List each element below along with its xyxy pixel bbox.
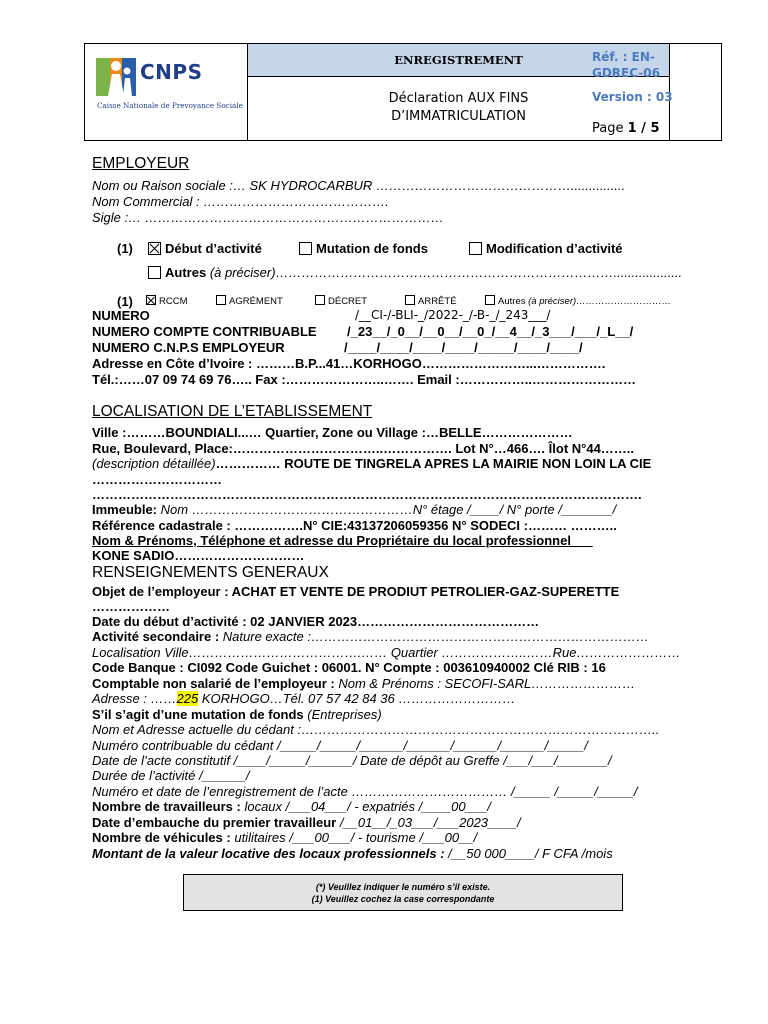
- title-line-1: Déclaration AUX FINS: [388, 91, 529, 106]
- ref-line-2: GDREC-06: [592, 66, 661, 80]
- reference: [592, 49, 660, 81]
- autres-option[interactable]: [148, 265, 682, 280]
- comptable-field[interactable]: [92, 676, 635, 691]
- autres-label: Autres: [165, 265, 207, 280]
- vehicules-field[interactable]: [92, 830, 477, 845]
- comptable-label: Comptable non salarié de l’employeur :: [92, 676, 335, 691]
- rccm-label: RCCM: [159, 296, 188, 307]
- proprietaire-field[interactable]: KONE SADIO…………………………: [92, 548, 305, 563]
- date-acte-field[interactable]: Date de l’acte constitutif /____/_____/______/ Date de dépôt au Greffe /___/___/_______/: [92, 753, 612, 768]
- checkbox-icon[interactable]: [485, 295, 495, 305]
- checkbox-icon[interactable]: [299, 242, 312, 255]
- coordonnees-bancaires-field[interactable]: Code Banque : CI092 Code Guichet : 06001. N° Compte : 003610940002 Clé RIB : 16: [92, 660, 606, 675]
- highlighted-code: 225: [176, 691, 199, 706]
- debut-activite-label: Début d’activité: [165, 241, 262, 256]
- autres2-preciser: (à préciser)…………………………: [528, 296, 672, 307]
- valeur-locative-label: Montant de la valeur locative des locaux professionnels :: [92, 846, 445, 861]
- compte-contribuable-label: NUMERO COMPTE CONTRIBUABLE: [92, 324, 317, 339]
- renseignements-heading: RENSEIGNEMENTS GENERAUX: [92, 564, 329, 581]
- nom-commercial-field[interactable]: Nom Commercial : …………………………………….: [92, 194, 389, 209]
- mutation-fonds-label: Mutation de fonds: [316, 241, 428, 256]
- page-number: [592, 121, 660, 136]
- header-category: ENREGISTREMENT: [248, 44, 669, 77]
- objet-field-continued: ………………: [92, 599, 170, 614]
- footnote-line-1: (*) Veuillez indiquer le numéro s’il existe.: [315, 882, 491, 892]
- rue-field[interactable]: Rue, Boulevard, Place:……………………………..……………. Lot N°…466…. Îlot N°44……..: [92, 441, 635, 456]
- numero-cedant-field[interactable]: Numéro contribuable du cédant /_____/_____/______/______/______/______/_____/: [92, 738, 588, 753]
- checkbox-row-2-number: (1): [117, 294, 133, 309]
- mutation-sub: (Entreprises): [307, 707, 382, 722]
- page-prefix: Page: [592, 121, 628, 136]
- enregistrement-acte-field[interactable]: Numéro et date de l’enregistrement de l’acte ……………………………… /_____ /_____/_____/: [92, 784, 638, 799]
- mutation-fonds-option[interactable]: [299, 241, 428, 256]
- org-full-name: Caisse Nationale de Prevoyance Sociale: [97, 101, 243, 110]
- contact-field[interactable]: Tél.:……07 09 74 69 76….. Fax :…………………..……. Email :……………..……………………: [92, 372, 636, 387]
- decret-label: DÉCRET: [328, 296, 368, 307]
- activite-secondaire-field[interactable]: [92, 629, 649, 644]
- checkbox-icon[interactable]: [148, 266, 161, 279]
- autres2-label: Autres: [498, 296, 526, 307]
- travailleurs-field[interactable]: [92, 799, 491, 814]
- localisation-heading: LOCALISATION DE L’ETABLISSEMENT: [92, 403, 373, 420]
- checkbox-icon[interactable]: [469, 242, 482, 255]
- footnote-box: [183, 874, 623, 911]
- agrement-option[interactable]: [216, 295, 283, 307]
- reference-cadastrale-field[interactable]: Référence cadastrale : …………….N° CIE:43137206059356 N° SODECI :……… ………..: [92, 518, 617, 533]
- sigle-field[interactable]: Sigle :… ……………………………………………………………: [92, 210, 444, 225]
- comptable-adresse-field[interactable]: [92, 691, 515, 706]
- autres-preciser: (à préciser)……………………………………………………………………...................: [209, 265, 683, 280]
- agrement-label: AGRÉMENT: [229, 296, 283, 307]
- arrete-label: ARRÊTÉ: [418, 296, 457, 307]
- description-value: …………… ROUTE DE TINGRELA APRES LA MAIRIE NON LOIN LA CIE: [215, 456, 652, 471]
- meta-cell: [669, 44, 722, 140]
- dots-line-1: …………………………: [92, 472, 222, 487]
- decret-option[interactable]: [315, 295, 367, 307]
- checkbox-row-1-number: (1): [117, 241, 133, 256]
- checkbox-icon[interactable]: [216, 295, 226, 305]
- proprietaire-label: Nom & Prénoms, Téléphone et adresse du Propriétaire du local professionnel___: [92, 533, 593, 548]
- numero-field[interactable]: /__CI-/-BLI-_/2022-_/-B-_/_243___/: [355, 308, 551, 322]
- embauche-value: /__01__/_03___/___2023____/: [339, 815, 521, 830]
- immeuble-field[interactable]: [92, 502, 616, 517]
- adresse-prefix: Adresse : ……: [92, 691, 177, 706]
- travailleurs-value: locaux /___04___/ - expatriés /____00___/: [244, 799, 491, 814]
- ref-line-1: Réf. : EN-: [592, 50, 655, 64]
- description-label: (description détaillée): [92, 456, 216, 471]
- footnote-line-2: (1) Veuillez cochez la case correspondante: [311, 894, 495, 904]
- rccm-option[interactable]: [146, 295, 188, 307]
- embauche-field[interactable]: [92, 815, 521, 830]
- title-line-2: D’IMMATRICULATION: [391, 109, 526, 124]
- checkbox-icon[interactable]: [315, 295, 325, 305]
- checked-box-icon[interactable]: [148, 242, 161, 255]
- dots-line-2: ……………………………………………………………………………………………………………….: [92, 487, 642, 502]
- adresse-suffix: KORHOGO…Tél. 07 57 42 84 36 ………………………: [198, 691, 516, 706]
- cnps-employeur-field[interactable]: /____/____/____/____/_____/____/____/: [344, 340, 583, 355]
- arrete-option[interactable]: [405, 295, 457, 307]
- modification-activite-label: Modification d’activité: [486, 241, 623, 256]
- cedant-field[interactable]: Nom et Adresse actuelle du cédant :………………………………………………………………………..: [92, 722, 660, 737]
- immeuble-label: Immeuble:: [92, 502, 158, 517]
- vehicules-label: Nombre de véhicules :: [92, 830, 231, 845]
- debut-activite-option[interactable]: [148, 241, 262, 256]
- date-debut-field[interactable]: Date du début d’activité : 02 JANVIER 2023……………………………………: [92, 614, 540, 629]
- autres2-option[interactable]: [485, 295, 671, 307]
- valeur-locative-value: /__50 000____/ F CFA /mois: [448, 846, 613, 861]
- activite-secondaire-label: Activité secondaire :: [92, 629, 220, 644]
- mutation-section-title: [92, 707, 382, 722]
- vehicules-value: utilitaires /___00___/ - tourisme /___00__/: [234, 830, 478, 845]
- employeur-heading: EMPLOYEUR: [92, 155, 190, 172]
- mutation-label: S’il s’agit d’une mutation de fonds: [92, 707, 304, 722]
- numero-label: NUMERO: [92, 308, 150, 323]
- page-count: 1 / 5: [627, 121, 660, 136]
- duree-activite-field[interactable]: Durée de l’activité /______/: [92, 768, 250, 783]
- modification-activite-option[interactable]: [469, 241, 623, 256]
- immeuble-value: Nom ……………………………………………N° étage /____/ N° porte /_______/: [160, 502, 617, 517]
- cnps-employeur-label: NUMERO C.N.P.S EMPLOYEUR: [92, 340, 285, 355]
- raison-sociale-field[interactable]: Nom ou Raison sociale :… SK HYDROCARBUR ………………………………………...............: [92, 178, 626, 193]
- version: Version : 03: [592, 90, 673, 104]
- travailleurs-label: Nombre de travailleurs :: [92, 799, 241, 814]
- adresse-field[interactable]: Adresse en Côte d’Ivoire : ………B.P...41…KORHOGO……………………...…………….: [92, 356, 606, 371]
- comptable-value: Nom & Prénoms : SECOFI-SARL……………………: [338, 676, 636, 691]
- activite-secondaire-value: Nature exacte :……………………………………………………………………: [222, 629, 649, 644]
- org-short-name: CNPS: [140, 60, 203, 84]
- ville-field[interactable]: Ville :………BOUNDIALI...… Quartier, Zone ou Village :…BELLE…………………: [92, 425, 573, 440]
- checked-box-icon[interactable]: [146, 295, 156, 305]
- checkbox-icon[interactable]: [405, 295, 415, 305]
- description-field[interactable]: [92, 456, 651, 471]
- objet-field[interactable]: Objet de l’employeur : ACHAT ET VENTE DE PRODIUT PETROLIER-GAZ-SUPERETTE: [92, 584, 620, 599]
- compte-contribuable-field[interactable]: /_23__/_0__/__0__/__0_/__4__/_3___/___/_L__/: [347, 324, 634, 339]
- embauche-label: Date d’embauche du premier travailleur: [92, 815, 337, 830]
- valeur-locative-field[interactable]: [92, 846, 613, 861]
- localisation-activite-field[interactable]: Localisation Ville………………………………….…… Quartier ………………..……Rue……………………: [92, 645, 681, 660]
